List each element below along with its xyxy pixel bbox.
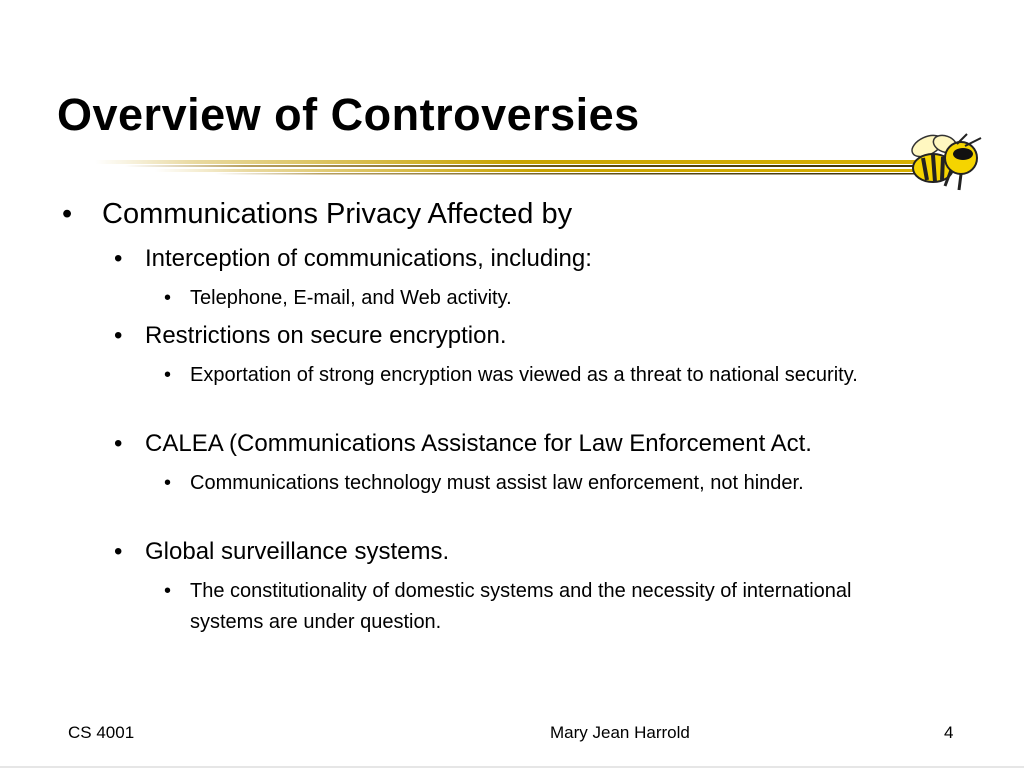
- bullet-text: The constitutionality of domestic systems and the necessity of international systems are under question.: [190, 580, 852, 633]
- bullet-glyph: •: [114, 245, 123, 272]
- bullet-glyph: •: [164, 364, 172, 386]
- bullet-glyph: •: [164, 287, 172, 309]
- bullet-glyph: •: [164, 472, 172, 494]
- bullet-glyph: •: [62, 198, 73, 230]
- footer-author: Mary Jean Harrold: [550, 723, 690, 742]
- title-underline-rule: [95, 158, 925, 178]
- bullet-text: Global surveillance systems.: [145, 538, 450, 565]
- bullet-text: Restrictions on secure encryption.: [145, 322, 507, 349]
- bullet-text: Telephone, E-mail, and Web activity.: [190, 287, 512, 309]
- bullet-text: CALEA (Communications Assistance for Law Enforcement Act.: [145, 430, 812, 457]
- footer-page-number: 4: [944, 723, 954, 742]
- bullet-text: Exportation of strong encryption was viewed as a threat to national security.: [190, 364, 858, 386]
- bullet-glyph: •: [164, 580, 172, 602]
- bullet-glyph: •: [114, 430, 123, 457]
- bullet-glyph: •: [114, 322, 123, 349]
- slide-title: Overview of Controversies: [57, 89, 640, 140]
- bullet-text: Communications Privacy Affected by: [102, 198, 573, 230]
- bullet-glyph: •: [114, 538, 123, 565]
- bullet-text: Interception of communications, including:: [145, 245, 592, 272]
- yellow-jacket-mascot-icon: [905, 130, 987, 192]
- bullet-text: Communications technology must assist law enforcement, not hinder.: [190, 472, 804, 494]
- footer-course: CS 4001: [68, 723, 135, 742]
